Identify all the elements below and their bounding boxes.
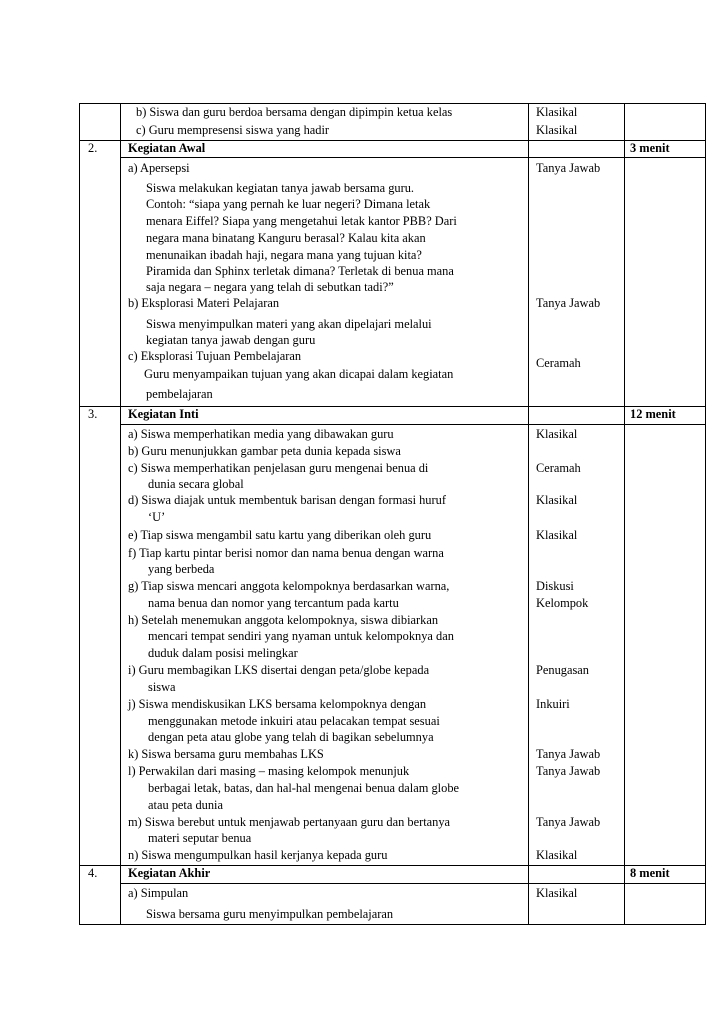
column-divider bbox=[528, 103, 529, 925]
awal-line: negara mana binatang Kanguru berasal? Kalau kita akan bbox=[146, 231, 426, 245]
column-divider bbox=[120, 103, 121, 925]
akhir-method: Klasikal bbox=[536, 886, 578, 900]
section-title-akhir: Kegiatan Akhir bbox=[128, 866, 211, 880]
row-number: 2. bbox=[88, 141, 98, 155]
inti-line: dunia secara global bbox=[148, 477, 244, 491]
inti-line: menggunakan metode inkuiri atau pelacakan tempat sesuai bbox=[148, 714, 440, 728]
inti-line: nama benua dan nomor yang tercantum pada kartu bbox=[148, 596, 399, 610]
inti-line: dengan peta atau globe yang telah di bagikan sebelumnya bbox=[148, 730, 434, 744]
inti-line: g) Tiap siswa mencari anggota kelompoknya berdasarkan warna, bbox=[128, 579, 450, 593]
awal-line: menara Eiffel? Siapa yang mengetahui letak kantor PBB? Dari bbox=[146, 214, 457, 228]
row-number: 3. bbox=[88, 407, 98, 421]
inti-method: Inkuiri bbox=[536, 697, 570, 711]
inti-method: Ceramah bbox=[536, 461, 581, 475]
awal-line: Siswa melakukan kegiatan tanya jawab bersama guru. bbox=[146, 181, 415, 195]
section-duration: 3 menit bbox=[630, 141, 670, 155]
inti-line: h) Setelah menemukan anggota kelompoknya, siswa dibiarkan bbox=[128, 613, 439, 627]
intro-item-c: c) Guru mempresensi siswa yang hadir bbox=[136, 123, 330, 137]
awal-line: c) Eksplorasi Tujuan Pembelajaran bbox=[128, 349, 302, 363]
inti-method: Klasikal bbox=[536, 427, 578, 441]
inti-line: j) Siswa mendiskusikan LKS bersama kelompoknya dengan bbox=[128, 697, 427, 711]
inti-line: d) Siswa diajak untuk membentuk barisan dengan formasi huruf bbox=[128, 493, 446, 507]
intro-method-c: Klasikal bbox=[536, 123, 578, 137]
inti-line: materi seputar benua bbox=[148, 831, 252, 845]
inti-line: yang berbeda bbox=[148, 562, 215, 576]
inti-method: Diskusi bbox=[536, 579, 574, 593]
column-divider bbox=[624, 103, 625, 925]
table-border-right bbox=[705, 103, 706, 925]
inti-method: Klasikal bbox=[536, 493, 578, 507]
inti-line: mencari tempat sendiri yang nyaman untuk kelompoknya dan bbox=[148, 629, 454, 643]
awal-line: a) Apersepsi bbox=[128, 161, 190, 175]
inti-line: n) Siswa mengumpulkan hasil kerjanya kepada guru bbox=[128, 848, 388, 862]
table-border-bottom bbox=[79, 924, 706, 925]
inti-method: Tanya Jawab bbox=[536, 764, 601, 778]
awal-method: Tanya Jawab bbox=[536, 296, 601, 310]
inti-line: c) Siswa memperhatikan penjelasan guru mengenai benua di bbox=[128, 461, 429, 475]
inti-line: i) Guru membagikan LKS disertai dengan peta/globe kepada bbox=[128, 663, 430, 677]
section-duration: 12 menit bbox=[630, 407, 676, 421]
inti-line: atau peta dunia bbox=[148, 798, 223, 812]
section-title-inti: Kegiatan Inti bbox=[128, 407, 199, 421]
awal-line: menunaikan ibadah haji, negara mana yang tujuan kita? bbox=[146, 248, 422, 262]
awal-line: pembelajaran bbox=[146, 387, 213, 401]
inti-line: m) Siswa berebut untuk menjawab pertanyaan guru dan bertanya bbox=[128, 815, 451, 829]
inti-method: Tanya Jawab bbox=[536, 815, 601, 829]
row-divider bbox=[120, 883, 706, 884]
inti-line: l) Perwakilan dari masing – masing kelompok menunjuk bbox=[128, 764, 410, 778]
inti-line: a) Siswa memperhatikan media yang dibawakan guru bbox=[128, 427, 394, 441]
section-title-awal: Kegiatan Awal bbox=[128, 141, 206, 155]
inti-line: f) Tiap kartu pintar berisi nomor dan nama benua dengan warna bbox=[128, 546, 444, 560]
intro-method-b: Klasikal bbox=[536, 105, 578, 119]
awal-method: Tanya Jawab bbox=[536, 161, 601, 175]
inti-line: duduk dalam posisi melingkar bbox=[148, 646, 298, 660]
awal-method: Ceramah bbox=[536, 356, 581, 370]
akhir-line: Siswa bersama guru menyimpulkan pembelajaran bbox=[146, 907, 394, 921]
awal-line: saja negara – negara yang telah di sebutkan tadi?” bbox=[146, 280, 394, 294]
inti-line: b) Guru menunjukkan gambar peta dunia kepada siswa bbox=[128, 444, 401, 458]
row-divider bbox=[120, 424, 706, 425]
awal-line: Guru menyampaikan tujuan yang akan dicapai dalam kegiatan bbox=[144, 367, 454, 381]
row-divider bbox=[120, 157, 706, 158]
inti-method: Kelompok bbox=[536, 596, 589, 610]
section-duration: 8 menit bbox=[630, 866, 670, 880]
inti-method: Klasikal bbox=[536, 528, 578, 542]
inti-method: Tanya Jawab bbox=[536, 747, 601, 761]
inti-line: ‘U’ bbox=[148, 510, 166, 524]
awal-line: Contoh: “siapa yang pernah ke luar negeri? Dimana letak bbox=[146, 197, 431, 211]
column-divider bbox=[79, 103, 80, 925]
akhir-line: a) Simpulan bbox=[128, 886, 189, 900]
inti-line: berbagai letak, batas, dan hal-hal mengenai benua dalam globe bbox=[148, 781, 460, 795]
inti-line: e) Tiap siswa mengambil satu kartu yang diberikan oleh guru bbox=[128, 528, 432, 542]
intro-item-b: b) Siswa dan guru berdoa bersama dengan dipimpin ketua kelas bbox=[136, 105, 453, 119]
inti-method: Klasikal bbox=[536, 848, 578, 862]
awal-line: Siswa menyimpulkan materi yang akan dipelajari melalui bbox=[146, 317, 432, 331]
inti-method: Penugasan bbox=[536, 663, 589, 677]
awal-line: Piramida dan Sphinx terletak dimana? Terletak di benua mana bbox=[146, 264, 454, 278]
awal-line: b) Eksplorasi Materi Pelajaran bbox=[128, 296, 280, 310]
inti-line: k) Siswa bersama guru membahas LKS bbox=[128, 747, 324, 761]
awal-line: kegiatan tanya jawab dengan guru bbox=[146, 333, 316, 347]
row-number: 4. bbox=[88, 866, 98, 880]
inti-line: siswa bbox=[148, 680, 176, 694]
